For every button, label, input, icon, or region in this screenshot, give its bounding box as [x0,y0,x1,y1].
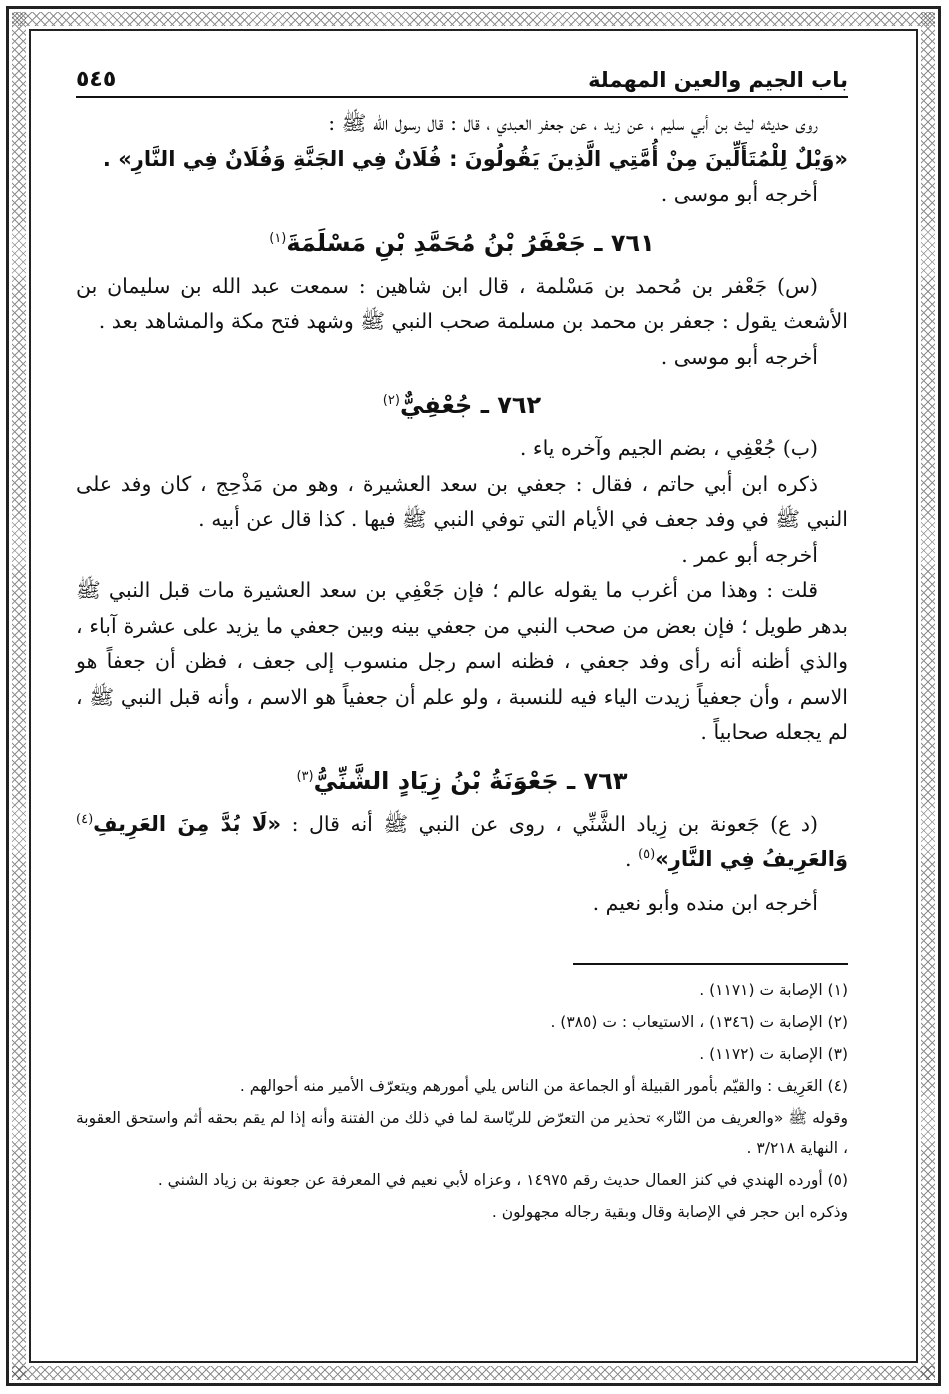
footnote: (٣) الإصابة ت (١١٧٢) . [699,1045,848,1063]
border-pattern-top [12,12,935,26]
footnote-ref: (٢) [382,393,400,408]
hadith-quote: «وَيْلٌ لِلْمُتَأَلِّينَ مِنْ أُمَّتِي الَّذِينَ يَقُولُونَ : فُلَانٌ فِي الجَنَّةِ وَفُلَانٌ فِي النَّارِ» . [102,146,848,171]
footnote-ref: (١) [269,230,287,246]
footnote-ref: (٥) [638,847,656,863]
source-line: أخرجه أبو موسى . [660,344,818,369]
footnote-separator-wrap [76,963,848,965]
entry-title-762 [76,375,848,431]
entry-title-763 [76,751,848,807]
main-text [76,106,848,921]
paragraph-end: . [625,847,639,871]
page-content [76,58,848,1348]
border-pattern-bottom [12,1366,935,1380]
footnote: (٢) الإصابة ت (١٣٤٦) ، الاستيعاب : ت (٣٨٥) . [550,1013,848,1031]
paragraph [76,807,848,878]
paragraph: (ب) جُعْفِي ، بضم الجيم وآخره ياء . [519,436,818,460]
entry-title-text: ٧٦١ ـ جَعْفَرُ بْنُ مُحَمَّدِ بْنِ مَسْلَمَةَ [286,228,655,257]
paragraph: (س) جَعْفر بن مُحمد بن مَسْلمة ، قال ابن شاهين : سمعت عبد الله بن سليمان بن الأشعث يقول : جعفر بن محمد بن مسلمة صحب النبي ﷺ وشهد فتح مكة والمشاهد بعد . [76,273,848,333]
paragraph: ذكره ابن أبي حاتم ، فقال : جعفي بن سعد العشيرة ، وهو من مَذْحِج ، كان وفد على النبي ﷺ في وفد جعف في الأيام التي توفي النبي ﷺ فيها . كذا قال عن أبيه . [76,471,848,531]
paragraph: روى حديثه ليث بن أبي سليم ، عن زيد ، عن جعفر العبدي ، قال : قال رسول الله ﷺ : [328,111,818,135]
footnote: (١) الإصابة ت (١١٧١) . [699,981,848,999]
source-line: أخرجه أبو عمر . [681,542,818,567]
footnote-continuation: وقوله ﷺ «والعريف من النّار» تحذير من التعرّض للريّاسة لما في ذلك من الفتنة وأنه إذا لم يقم بحقه أثم واستحق العقوبة ، النهاية ٣/٢١٨ . [76,1109,848,1157]
hadith-quote: وَالعَرِيفُ فِي النَّارِ» [655,847,848,871]
border-pattern-left [12,12,26,1380]
page-header [76,58,848,98]
footnote: (٥) أورده الهندي في كنز العمال حديث رقم ١٤٩٧٥ ، وعزاه لأبي نعيم في المعرفة عن جعونة بن زياد الشني . [157,1171,848,1189]
footnotes [76,975,848,1227]
page-number: ٥٤٥ [76,67,117,92]
entry-title-761 [76,213,848,269]
source-line: أخرجه أبو موسى . [660,182,818,206]
footnote-continuation: وذكره ابن حجر في الإصابة وقال وبقية رجاله مجهولون . [491,1203,848,1221]
entry-title-text: ٧٦٣ ـ جَعْوَنَةُ بْنُ زِيَادٍ الشَّنِّيُّ [313,766,628,795]
footnote: (٤) العَرِيف : والقيّم بأمور القبيلة أو الجماعة من الناس يلي أمورهم ويتعرّف الأمير منه أحوالهم . [239,1077,848,1095]
footnote-ref: (٤) [76,811,94,827]
footnote-ref: (٣) [296,768,314,784]
source-line: أخرجه ابن منده وأبو نعيم . [592,890,818,915]
hadith-quote: «لَا بُدَّ مِنَ العَرِيفِ [93,811,282,836]
footnote-separator [573,963,848,965]
running-title: باب الجيم والعين المهملة [588,68,848,92]
border-pattern-right [921,12,935,1380]
entry-title-text: ٧٦٢ ـ جُعْفِيٌّ [399,391,542,419]
paragraph-text: (د ع) جَعونة بن زِياد الشَّنِّي ، روى عن النبي ﷺ أنه قال : [291,811,818,836]
paragraph: قلت : وهذا من أغرب ما يقوله عالم ؛ فإن جَعْفِي بن سعد العشيرة مات قبل النبي ﷺ بدهر طويل ؛ فإن بعض من صحب النبي من جعفي بينه وبين جعفي ما يزيد على عشرة آباء ، والذي أظنه أنه رأى وفد جعفي ، فظنه اسم رجل منسوب إلى جعف ، فظن أن جعفاً هو الاسم ، وأن جعفياً زيدت الياء فيه للنسبة ، ولو علم أن جعفياً هو الاسم ، وأنه قبل النبي ﷺ ، لم يجعله صحابياً . [76,578,848,744]
